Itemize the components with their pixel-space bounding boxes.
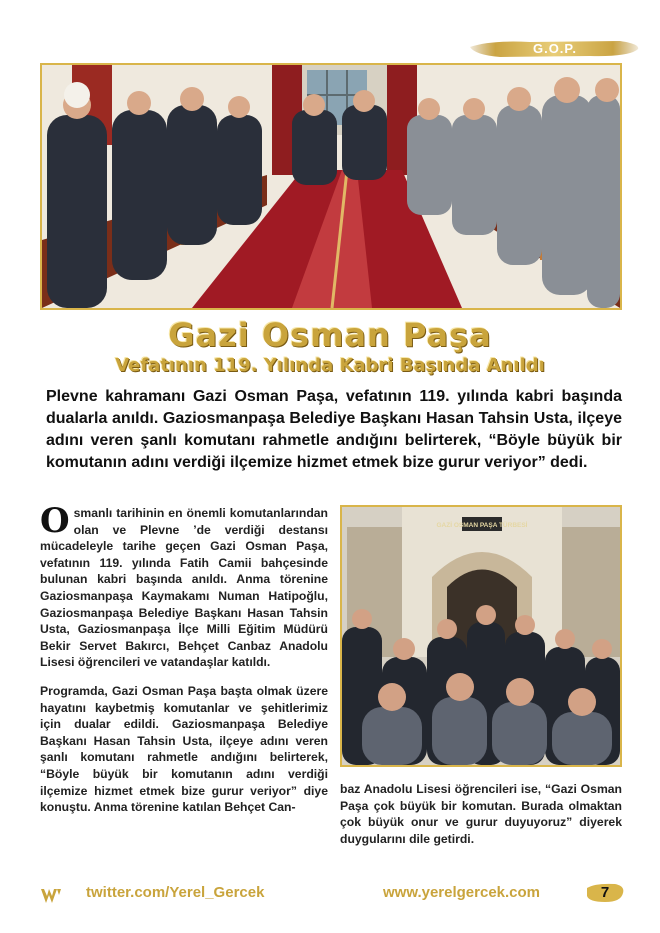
twitter-icon (40, 887, 62, 905)
tomb-sign-text: GAZİ OSMAN PAŞA TÜRBESİ (436, 522, 528, 529)
section-badge (470, 38, 640, 60)
tomb-entrance-photo (340, 505, 622, 767)
article-title: Gazi Osman Paşa (168, 316, 492, 354)
paragraph-1-text: smanlı tarihinin en önemli komutanlarından olan ve Plevne ’de verdiği destansı mücadeleyle tarihe geçen Gazi Osman Paşa, vefatının 119. yılında Fatih Camii bahçesinde bulunan kabri başında anıldı. Anma törenine Gaziosmanpaşa Kaymakamı Numan Hatipoğlu, Gaziosmanpaşa Belediye Başkanı Hasan Tahsin Usta, Gaziosmanpaşa İlçe Milli Eğitim Müdürü Bekir Servet Bakırcı, Behçet Canbaz Anadolu Lisesi öğrencileri ve vatandaşlar katıldı. (40, 506, 328, 670)
article-lead: Plevne kahramanı Gazi Osman Paşa, vefatının 119. yılında kabri başında dualarla anıldı. Gaziosmanpaşa Belediye Başkanı Hasan Tahsin Usta, ilçeye adını veren şanlı komutanı rahmetle andığını belirterek, “Böyle büyük bir komutanın adını verdiği ilçemize hizmet etmek bize gurur veriyor” dedi. (46, 388, 622, 471)
footer-website-link[interactable]: www.yerelgercek.com (383, 884, 541, 901)
section-badge-label: G.O.P. (532, 41, 578, 56)
page-number-badge (585, 882, 625, 904)
article-column-right (340, 781, 622, 847)
footer-twitter-link[interactable]: twitter.com/Yerel_Gercek (86, 884, 265, 901)
article-subtitle: Vefatının 119. Yılında Kabri Başında Anıldı (115, 355, 545, 376)
article-column-left (40, 501, 328, 816)
paragraph-2: Programda, Gazi Osman Paşa başta olmak üzere hayatını kaybetmiş komutanlar ve şehitlerimiz için dualar edildi. Gaziosmanpaşa Belediye Başkanı Hasan Tahsin Usta, ilçeye adını veren şanlı komutanı rahmetle andığını belirterek, “Böyle büyük bir komutanın adını verdiği ilçemize hizmet etmek bize gurur veriyor” diye konuştu. Anma törenine katılan Behçet Can- (40, 683, 328, 815)
page-number: 7 (600, 884, 610, 901)
drop-cap: O (40, 501, 70, 541)
paragraph-1 (40, 501, 328, 671)
paragraph-3: baz Anadolu Lisesi öğrencileri ise, “Gazi Osman Paşa çok büyük bir komutan. Burada olmaktan çok büyük onur ve gurur duyuyoruz” diyerek duygularını dile getirdi. (340, 782, 622, 846)
ceremony-photo (40, 63, 622, 310)
